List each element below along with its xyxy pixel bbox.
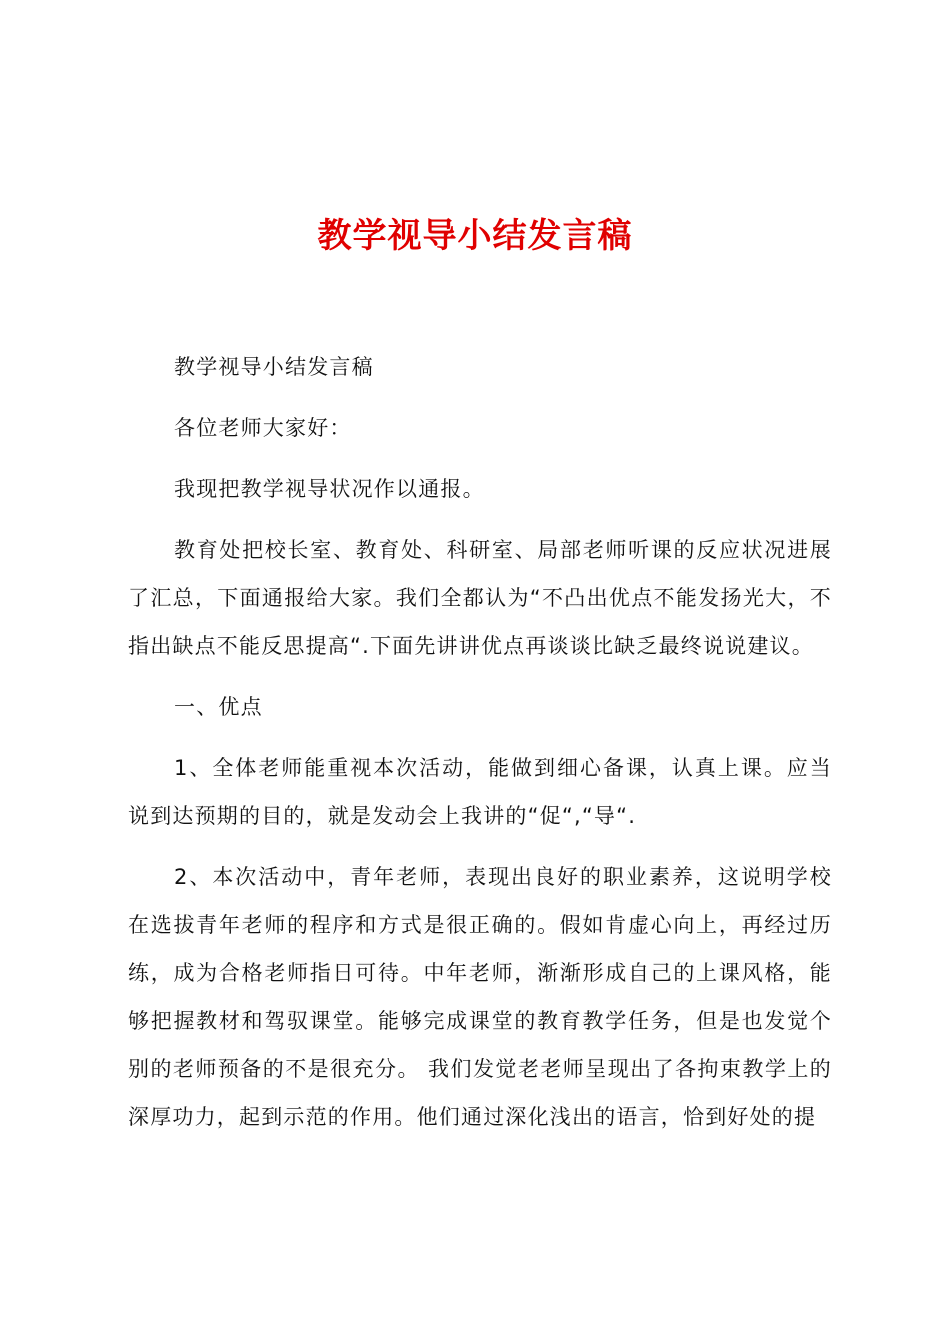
paragraph-intro: 我现把教学视导状况作以通报。 (174, 477, 485, 501)
paragraph-point-2: 2、本次活动中，青年老师，表现出良好的职业素养，这说明学校在选拔青年老师的程序和方式是很正确的。假如肯虚心向上，再经过历练，成为合格老师指日可待。中年老师，渐渐形成自己的上课风格，能够把握教材和驾驭课堂。能够完成课堂的教育教学任务，但是也发觉个别的老师预备的不是很充分。 我们发觉老老师呈现出了各拘束教学上的深厚功力，起到示范的作用。他们通过深化浅出的语言，恰到好处的提 (128, 865, 832, 1129)
paragraph-greeting: 各位老师大家好： (174, 416, 352, 440)
paragraph-section-advantages: 一、优点 (174, 695, 263, 719)
paragraph-point-1: 1、全体老师能重视本次活动，能做到细心备课，认真上课。应当说到达预期的目的，就是发动会上我讲的“促“,“导“. (128, 756, 832, 828)
document-title: 教学视导小结发言稿 (317, 216, 633, 256)
paragraph-heading: 教学视导小结发言稿 (174, 355, 374, 379)
paragraph-summary: 教育处把校长室、教育处、科研室、局部老师听课的反应状况进展了汇总，下面通报给大家。我们全都认为“不凸出优点不能发扬光大，不指出缺点不能反思提高“.下面先讲讲优点再谈谈比缺乏最终说说建议。 (128, 538, 832, 658)
document-body (128, 343, 832, 1154)
